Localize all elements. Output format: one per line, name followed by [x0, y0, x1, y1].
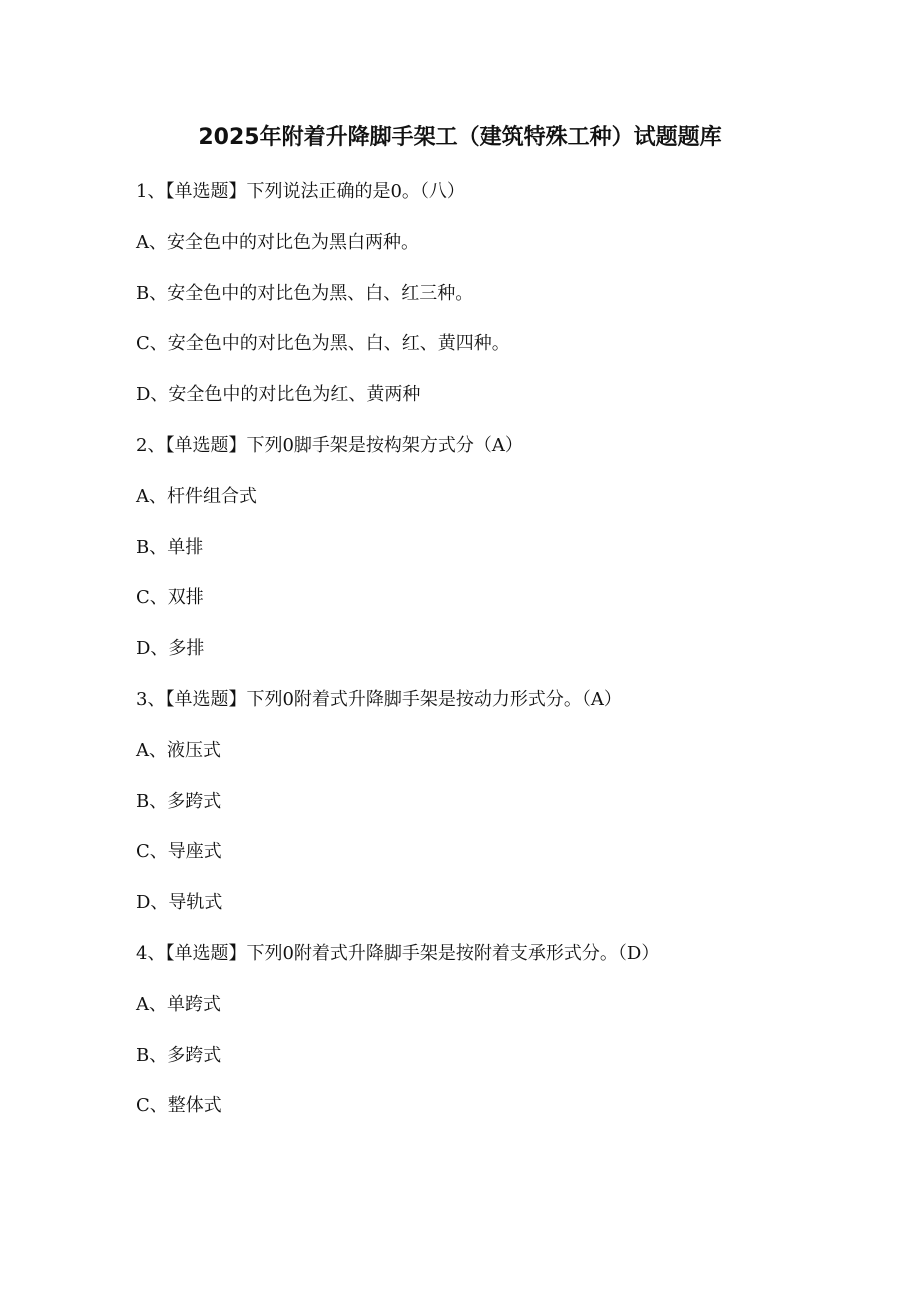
- question-4-stem: 4、【单选题】下列0附着式升降脚手架是按附着支承形式分。（D）: [136, 943, 660, 964]
- question-4-option-c: C、整体式: [136, 1095, 222, 1116]
- question-1-option-a: A、安全色中的对比色为黑白两种。: [136, 232, 419, 253]
- question-3-option-c: C、导座式: [136, 841, 222, 862]
- question-2-stem: 2、【单选题】下列0脚手架是按构架方式分（A）: [136, 435, 523, 456]
- question-2-option-a: A、杆件组合式: [136, 486, 257, 507]
- question-2-option-c: C、双排: [136, 587, 204, 608]
- question-1-stem: 1、【单选题】下列说法正确的是0。（八）: [136, 181, 465, 202]
- question-3-stem: 3、【单选题】下列0附着式升降脚手架是按动力形式分。（A）: [136, 689, 622, 710]
- question-2-option-d: D、多排: [136, 638, 205, 659]
- question-3-option-a: A、液压式: [136, 740, 221, 761]
- question-1-option-c: C、安全色中的对比色为黑、白、红、黄四种。: [136, 333, 510, 354]
- question-2-option-b: B、单排: [136, 537, 204, 558]
- question-1-option-d: D、安全色中的对比色为红、黄两种: [136, 384, 421, 405]
- question-3-option-d: D、导轨式: [136, 892, 223, 913]
- question-1-option-b: B、安全色中的对比色为黑、白、红三种。: [136, 283, 474, 304]
- question-4-option-b: B、多跨式: [136, 1045, 222, 1066]
- question-4-option-a: A、单跨式: [136, 994, 221, 1015]
- question-3-option-b: B、多跨式: [136, 791, 222, 812]
- document-title: 2025年附着升降脚手架工（建筑特殊工种）试题题库: [198, 125, 722, 150]
